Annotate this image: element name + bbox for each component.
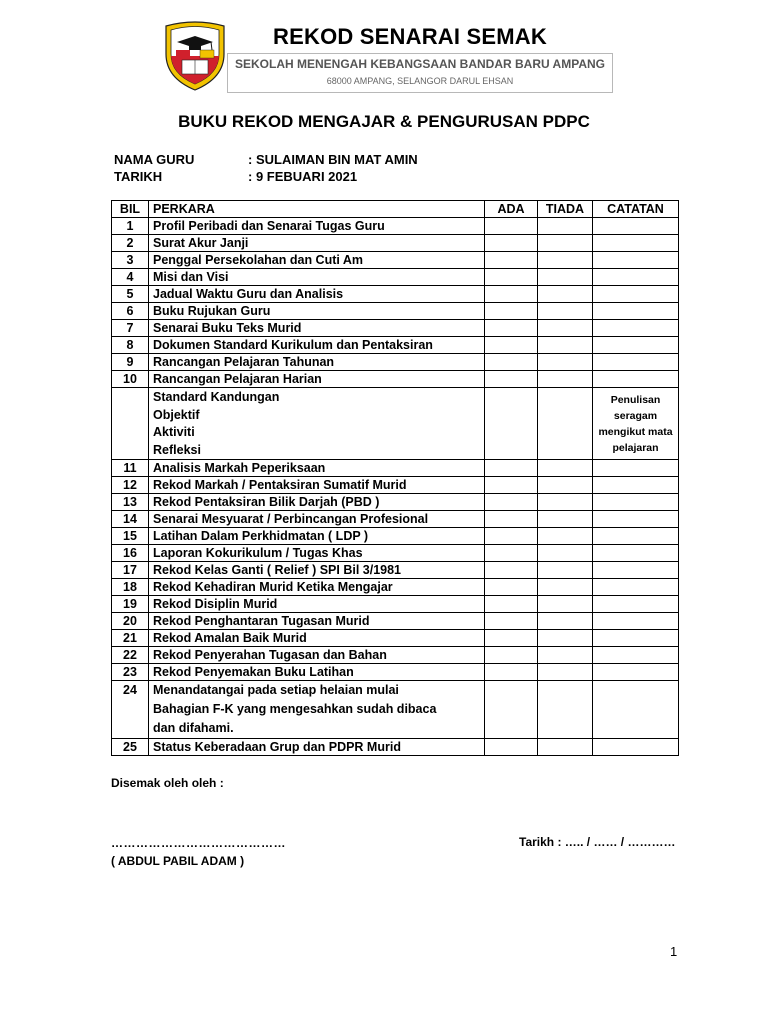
bil-cell: 17 bbox=[112, 562, 149, 579]
ada-checkbox-cell[interactable] bbox=[485, 511, 538, 528]
tiada-checkbox-cell[interactable] bbox=[538, 460, 593, 477]
perkara-cell bbox=[149, 681, 485, 739]
catatan-cell[interactable] bbox=[593, 337, 679, 354]
bil-cell: 18 bbox=[112, 579, 149, 596]
bil-cell: 4 bbox=[112, 269, 149, 286]
perkara-line: Bahagian F-K yang mengesahkan sudah dibaca bbox=[153, 702, 437, 716]
table-row bbox=[112, 647, 679, 664]
perkara-cell: Rekod Kehadiran Murid Ketika Mengajar bbox=[149, 579, 485, 596]
table-row bbox=[112, 681, 679, 739]
sub-item: Aktiviti bbox=[153, 425, 195, 439]
bil-cell: 15 bbox=[112, 528, 149, 545]
table-row bbox=[112, 235, 679, 252]
perkara-cell: Rekod Penyerahan Tugasan dan Bahan bbox=[149, 647, 485, 664]
catatan-cell[interactable] bbox=[593, 303, 679, 320]
table-row bbox=[112, 371, 679, 388]
tiada-checkbox-cell[interactable] bbox=[538, 596, 593, 613]
tiada-checkbox-cell[interactable] bbox=[538, 269, 593, 286]
catatan-cell[interactable] bbox=[593, 681, 679, 739]
tiada-checkbox-cell[interactable] bbox=[538, 477, 593, 494]
catatan-cell[interactable] bbox=[593, 218, 679, 235]
tiada-checkbox-cell[interactable] bbox=[538, 528, 593, 545]
tiada-checkbox-cell[interactable] bbox=[538, 337, 593, 354]
ada-checkbox-cell[interactable] bbox=[485, 562, 538, 579]
perkara-cell: Laporan Kokurikulum / Tugas Khas bbox=[149, 545, 485, 562]
tiada-checkbox-cell[interactable] bbox=[538, 388, 593, 460]
table-row bbox=[112, 303, 679, 320]
catatan-cell[interactable] bbox=[593, 354, 679, 371]
catatan-cell[interactable] bbox=[593, 739, 679, 756]
catatan-cell[interactable] bbox=[593, 579, 679, 596]
ada-checkbox-cell[interactable] bbox=[485, 494, 538, 511]
sub-items-cell bbox=[149, 388, 485, 460]
teacher-name-label: NAMA GURU bbox=[114, 152, 195, 167]
catatan-cell[interactable] bbox=[593, 235, 679, 252]
document-title: REKOD SENARAI SEMAK bbox=[273, 24, 547, 49]
catatan-note: Penulisan seragam mengikut mata pelajaran bbox=[593, 388, 679, 460]
bil-cell: 14 bbox=[112, 511, 149, 528]
teacher-name-row bbox=[114, 152, 418, 167]
table-row bbox=[112, 477, 679, 494]
catatan-cell[interactable] bbox=[593, 320, 679, 337]
school-banner bbox=[227, 53, 613, 93]
catatan-cell[interactable] bbox=[593, 511, 679, 528]
ada-checkbox-cell[interactable] bbox=[485, 596, 538, 613]
ada-checkbox-cell[interactable] bbox=[485, 681, 538, 739]
tiada-checkbox-cell[interactable] bbox=[538, 562, 593, 579]
table-row bbox=[112, 320, 679, 337]
ada-checkbox-cell[interactable] bbox=[485, 354, 538, 371]
ada-checkbox-cell[interactable] bbox=[485, 303, 538, 320]
bil-cell: 1 bbox=[112, 218, 149, 235]
bil-cell: 6 bbox=[112, 303, 149, 320]
ada-checkbox-cell[interactable] bbox=[485, 218, 538, 235]
bil-cell bbox=[112, 388, 149, 460]
table-row bbox=[112, 596, 679, 613]
catatan-cell[interactable] bbox=[593, 613, 679, 630]
table-row bbox=[112, 562, 679, 579]
catatan-cell[interactable] bbox=[593, 252, 679, 269]
perkara-cell: Misi dan Visi bbox=[149, 269, 485, 286]
tiada-checkbox-cell[interactable] bbox=[538, 647, 593, 664]
school-address: 68000 AMPANG, SELANGOR DARUL EHSAN bbox=[326, 76, 514, 86]
perkara-cell: Rancangan Pelajaran Harian bbox=[149, 371, 485, 388]
ada-checkbox-cell[interactable] bbox=[485, 320, 538, 337]
catatan-cell[interactable] bbox=[593, 545, 679, 562]
catatan-cell[interactable] bbox=[593, 477, 679, 494]
ada-checkbox-cell[interactable] bbox=[485, 388, 538, 460]
ada-checkbox-cell[interactable] bbox=[485, 477, 538, 494]
header-perkara: PERKARA bbox=[149, 201, 485, 218]
catatan-cell[interactable] bbox=[593, 286, 679, 303]
bil-cell: 19 bbox=[112, 596, 149, 613]
table-row bbox=[112, 579, 679, 596]
bil-cell: 9 bbox=[112, 354, 149, 371]
bil-cell: 11 bbox=[112, 460, 149, 477]
tiada-checkbox-cell[interactable] bbox=[538, 320, 593, 337]
record-subtitle: BUKU REKOD MENGAJAR & PENGURUSAN PDPC bbox=[178, 112, 590, 131]
checked-by-label: Disemak oleh oleh : bbox=[111, 776, 224, 790]
ada-checkbox-cell[interactable] bbox=[485, 579, 538, 596]
bil-cell: 5 bbox=[112, 286, 149, 303]
ada-checkbox-cell[interactable] bbox=[485, 252, 538, 269]
ada-checkbox-cell[interactable] bbox=[485, 613, 538, 630]
header-bil: BIL bbox=[112, 201, 149, 218]
tiada-checkbox-cell[interactable] bbox=[538, 218, 593, 235]
perkara-cell: Rekod Pentaksiran Bilik Darjah (PBD ) bbox=[149, 494, 485, 511]
table-row bbox=[112, 664, 679, 681]
tiada-checkbox-cell[interactable] bbox=[538, 252, 593, 269]
bil-cell: 13 bbox=[112, 494, 149, 511]
signatory-name: ( ABDUL PABIL ADAM ) bbox=[111, 854, 245, 868]
table-row bbox=[112, 337, 679, 354]
perkara-cell: Profil Peribadi dan Senarai Tugas Guru bbox=[149, 218, 485, 235]
table-row bbox=[112, 739, 679, 756]
bil-cell: 25 bbox=[112, 739, 149, 756]
sub-item: Refleksi bbox=[153, 442, 201, 457]
ada-checkbox-cell[interactable] bbox=[485, 528, 538, 545]
bil-cell: 3 bbox=[112, 252, 149, 269]
date-row bbox=[114, 169, 358, 184]
perkara-cell: Rekod Kelas Ganti ( Relief ) SPI Bil 3/1981 bbox=[149, 562, 485, 579]
ada-checkbox-cell[interactable] bbox=[485, 630, 538, 647]
tiada-checkbox-cell[interactable] bbox=[538, 579, 593, 596]
bil-cell: 20 bbox=[112, 613, 149, 630]
perkara-cell: Senarai Mesyuarat / Perbincangan Profesional bbox=[149, 511, 485, 528]
table-row bbox=[112, 218, 679, 235]
tiada-checkbox-cell[interactable] bbox=[538, 494, 593, 511]
ada-checkbox-cell[interactable] bbox=[485, 664, 538, 681]
catatan-cell[interactable] bbox=[593, 528, 679, 545]
table-row bbox=[112, 460, 679, 477]
catatan-cell[interactable] bbox=[593, 269, 679, 286]
tiada-checkbox-cell[interactable] bbox=[538, 235, 593, 252]
table-row bbox=[112, 630, 679, 647]
page-number: 1 bbox=[670, 944, 678, 959]
perkara-line: dan difahami. bbox=[153, 721, 234, 735]
date-value: : 9 FEBUARI 2021 bbox=[248, 169, 358, 184]
catatan-cell[interactable] bbox=[593, 664, 679, 681]
table-row bbox=[112, 388, 679, 460]
catatan-cell[interactable] bbox=[593, 371, 679, 388]
perkara-cell: Latihan Dalam Perkhidmatan ( LDP ) bbox=[149, 528, 485, 545]
bil-cell: 16 bbox=[112, 545, 149, 562]
date-signature-line: Tarikh : ….. / …… / ………… bbox=[519, 835, 676, 849]
perkara-cell: Senarai Buku Teks Murid bbox=[149, 320, 485, 337]
bil-cell: 23 bbox=[112, 664, 149, 681]
catatan-cell[interactable] bbox=[593, 460, 679, 477]
tiada-checkbox-cell[interactable] bbox=[538, 545, 593, 562]
perkara-cell: Rekod Penyemakan Buku Latihan bbox=[149, 664, 485, 681]
sub-item: Objektif bbox=[153, 407, 200, 422]
school-name: SEKOLAH MENENGAH KEBANGSAAN BANDAR BARU AMPANG bbox=[234, 57, 605, 71]
perkara-cell: Rekod Amalan Baik Murid bbox=[149, 630, 485, 647]
bil-cell: 7 bbox=[112, 320, 149, 337]
header-catatan: CATATAN bbox=[593, 201, 679, 218]
catatan-cell[interactable] bbox=[593, 596, 679, 613]
catatan-cell[interactable] bbox=[593, 630, 679, 647]
bil-cell: 22 bbox=[112, 647, 149, 664]
ada-checkbox-cell[interactable] bbox=[485, 460, 538, 477]
tiada-checkbox-cell[interactable] bbox=[538, 371, 593, 388]
catatan-cell[interactable] bbox=[593, 562, 679, 579]
bil-cell: 24 bbox=[112, 681, 149, 739]
tiada-checkbox-cell[interactable] bbox=[538, 613, 593, 630]
perkara-cell: Surat Akur Janji bbox=[149, 235, 485, 252]
table-row bbox=[112, 494, 679, 511]
ada-checkbox-cell[interactable] bbox=[485, 235, 538, 252]
ada-checkbox-cell[interactable] bbox=[485, 286, 538, 303]
ada-checkbox-cell[interactable] bbox=[485, 371, 538, 388]
table-row bbox=[112, 286, 679, 303]
perkara-cell: Jadual Waktu Guru dan Analisis bbox=[149, 286, 485, 303]
tiada-checkbox-cell[interactable] bbox=[538, 630, 593, 647]
perkara-line: Menandatangai pada setiap helaian mulai bbox=[153, 683, 399, 697]
ada-checkbox-cell[interactable] bbox=[485, 739, 538, 756]
perkara-cell: Analisis Markah Peperiksaan bbox=[149, 460, 485, 477]
perkara-cell: Rekod Markah / Pentaksiran Sumatif Murid bbox=[149, 477, 485, 494]
catatan-cell[interactable] bbox=[593, 647, 679, 664]
ada-checkbox-cell[interactable] bbox=[485, 545, 538, 562]
bil-cell: 8 bbox=[112, 337, 149, 354]
perkara-cell: Rekod Penghantaran Tugasan Murid bbox=[149, 613, 485, 630]
bil-cell: 21 bbox=[112, 630, 149, 647]
tiada-checkbox-cell[interactable] bbox=[538, 664, 593, 681]
signature-line: …………………………………… bbox=[111, 836, 286, 850]
header-tiada: TIADA bbox=[538, 201, 593, 218]
perkara-cell: Rancangan Pelajaran Tahunan bbox=[149, 354, 485, 371]
ada-checkbox-cell[interactable] bbox=[485, 647, 538, 664]
table-row bbox=[112, 269, 679, 286]
date-label: TARIKH bbox=[114, 169, 163, 184]
header-ada: ADA bbox=[485, 201, 538, 218]
tiada-checkbox-cell[interactable] bbox=[538, 354, 593, 371]
checklist-table bbox=[111, 200, 679, 756]
bil-cell: 12 bbox=[112, 477, 149, 494]
catatan-cell[interactable] bbox=[593, 494, 679, 511]
perkara-cell: Dokumen Standard Kurikulum dan Pentaksiran bbox=[149, 337, 485, 354]
table-row bbox=[112, 613, 679, 630]
perkara-cell: Buku Rujukan Guru bbox=[149, 303, 485, 320]
table-row bbox=[112, 528, 679, 545]
tiada-checkbox-cell[interactable] bbox=[538, 681, 593, 739]
tiada-checkbox-cell[interactable] bbox=[538, 739, 593, 756]
table-header-row bbox=[112, 201, 679, 218]
ada-checkbox-cell[interactable] bbox=[485, 337, 538, 354]
teacher-name-value: : SULAIMAN BIN MAT AMIN bbox=[248, 152, 418, 167]
table-row bbox=[112, 354, 679, 371]
sub-item: Standard Kandungan bbox=[153, 390, 280, 404]
bil-cell: 2 bbox=[112, 235, 149, 252]
table-row bbox=[112, 511, 679, 528]
perkara-cell: Penggal Persekolahan dan Cuti Am bbox=[149, 252, 485, 269]
perkara-cell: Rekod Disiplin Murid bbox=[149, 596, 485, 613]
tiada-checkbox-cell[interactable] bbox=[538, 286, 593, 303]
school-crest-icon bbox=[162, 20, 228, 92]
bil-cell: 10 bbox=[112, 371, 149, 388]
perkara-cell: Status Keberadaan Grup dan PDPR Murid bbox=[149, 739, 485, 756]
tiada-checkbox-cell[interactable] bbox=[538, 303, 593, 320]
table-row bbox=[112, 545, 679, 562]
ada-checkbox-cell[interactable] bbox=[485, 269, 538, 286]
table-row bbox=[112, 252, 679, 269]
tiada-checkbox-cell[interactable] bbox=[538, 511, 593, 528]
